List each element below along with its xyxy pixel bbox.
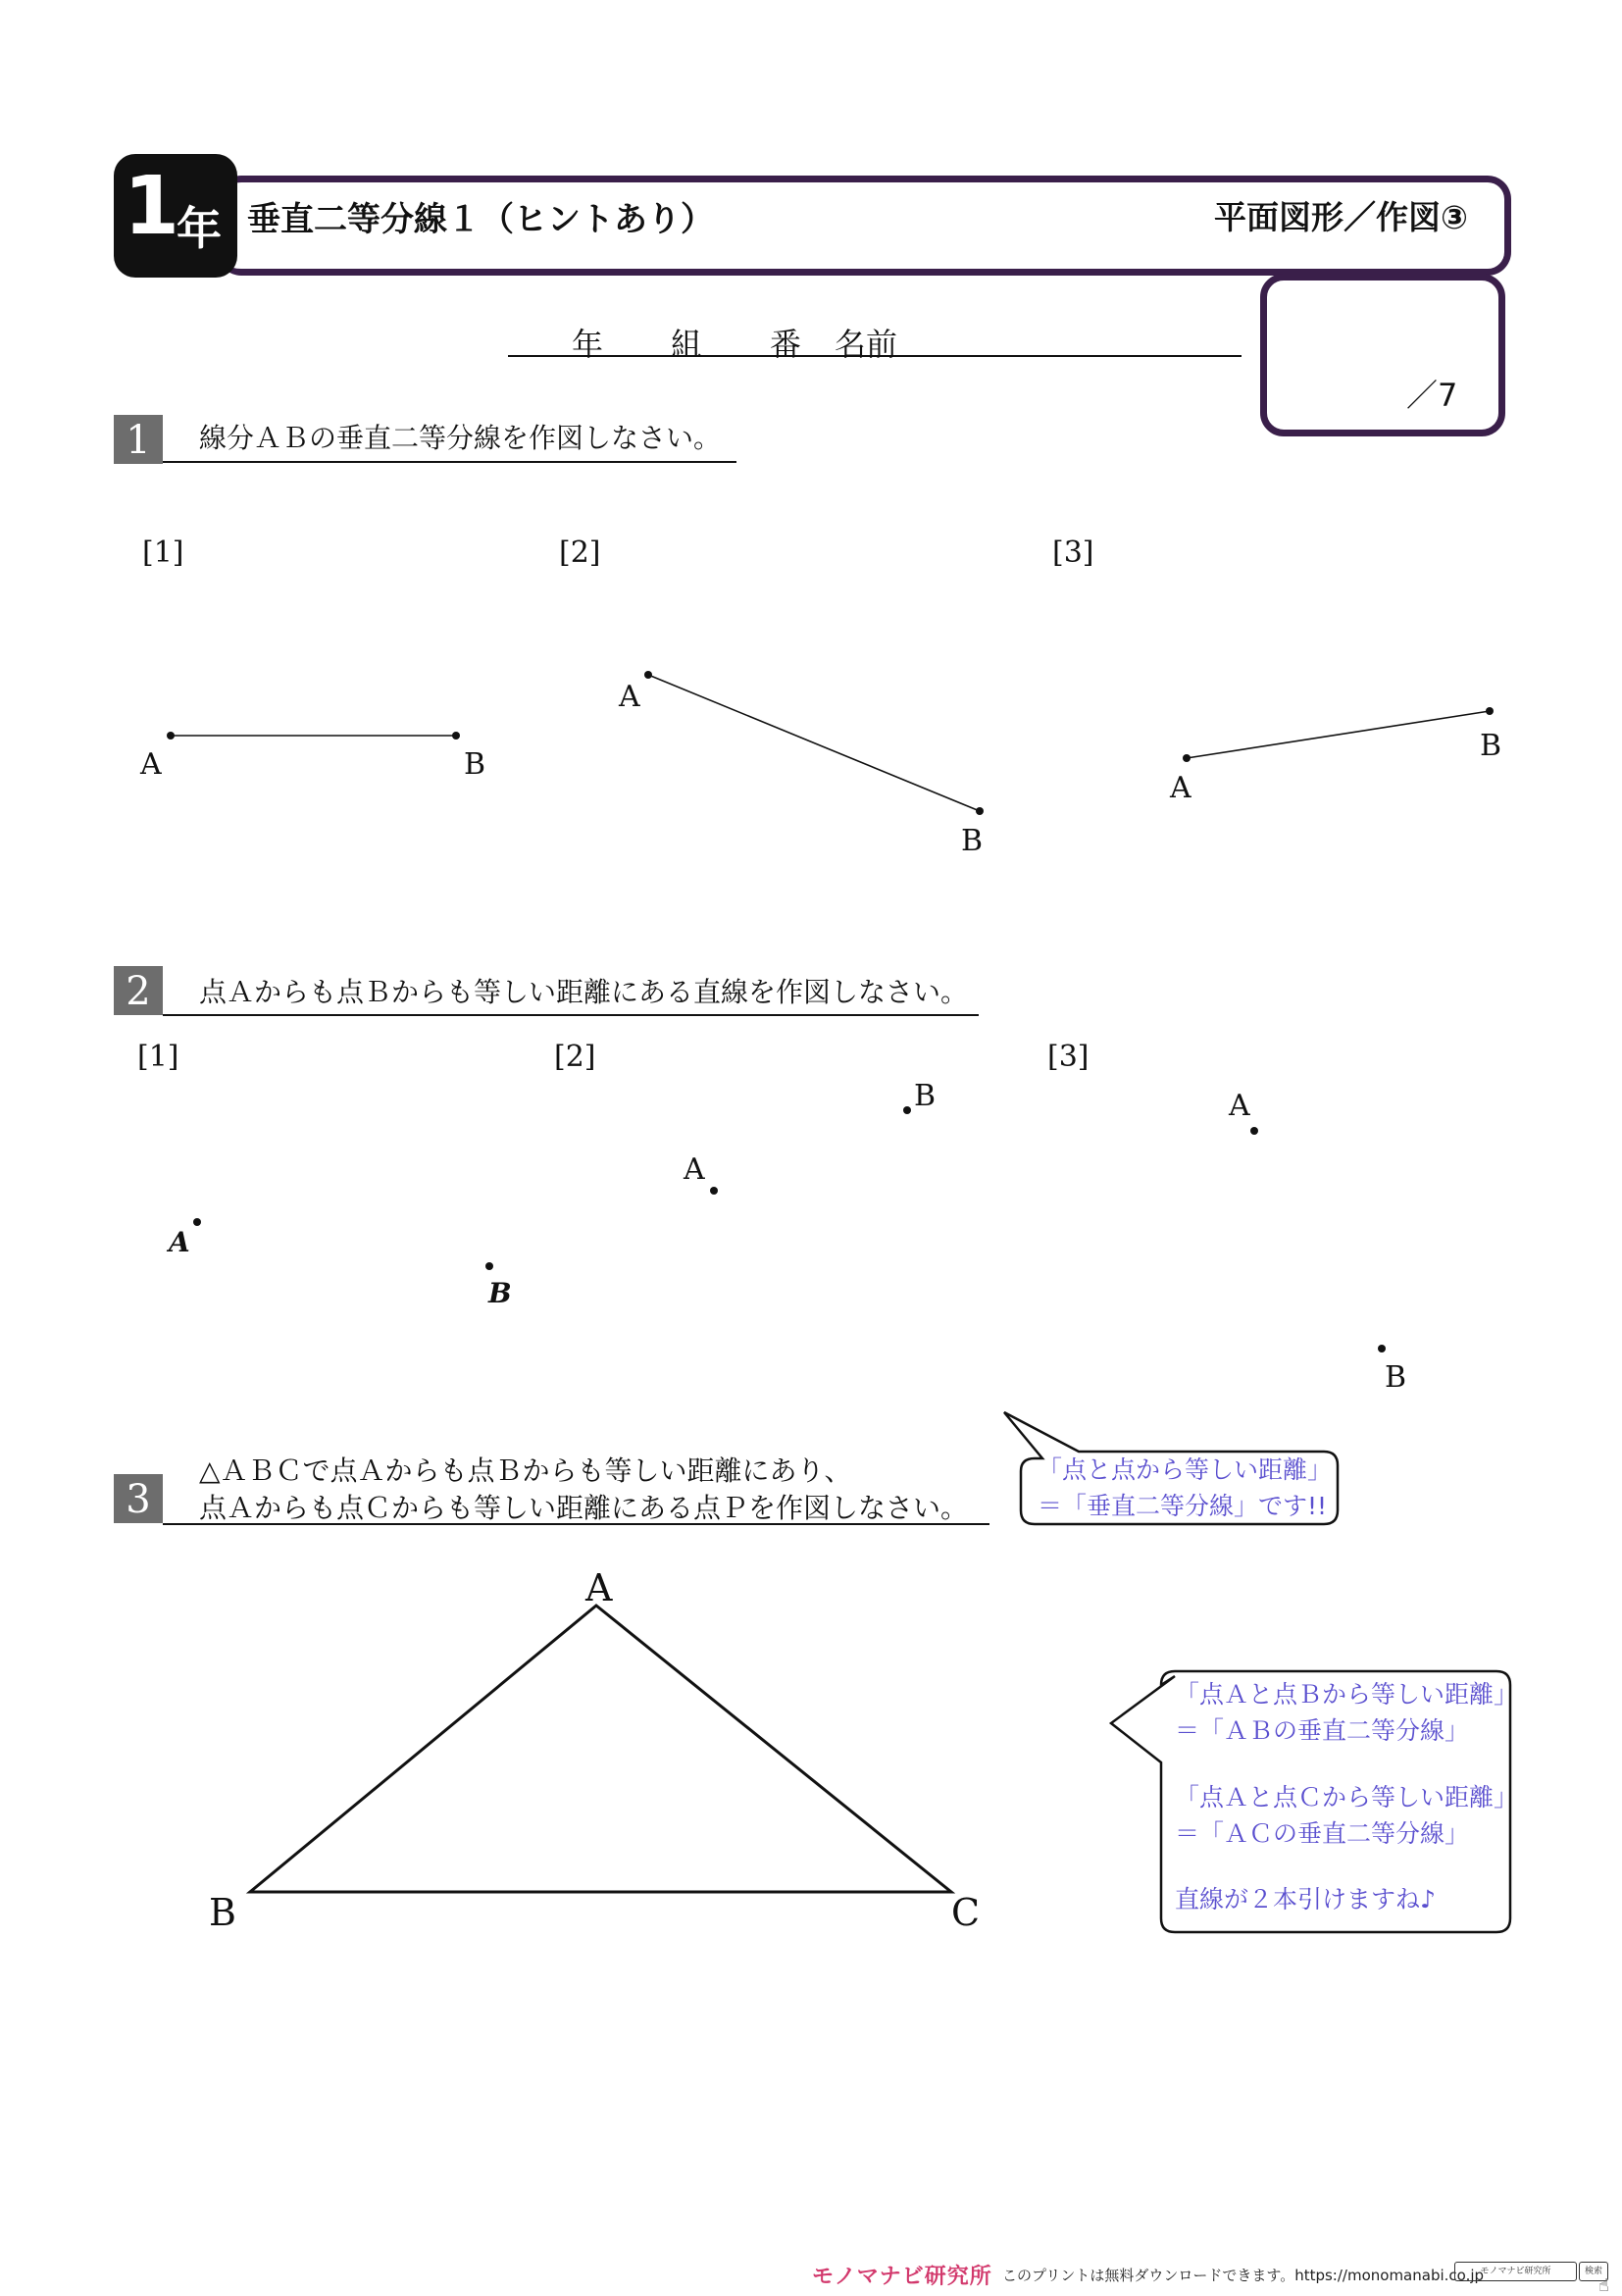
s2-2-point-b xyxy=(903,1106,911,1114)
hint-1-line-2: ＝「垂直二等分線」です!! xyxy=(1038,1492,1328,1520)
pointer-cursor-icon: ☝ xyxy=(1598,2275,1609,2296)
name-row-number: 番 xyxy=(770,326,802,363)
hint-2-line-5: 直線が２本引けますね♪ xyxy=(1175,1885,1436,1913)
name-row-class: 組 xyxy=(671,326,703,363)
s1-2-label-a: A xyxy=(619,680,640,714)
hint-2-line-3: 「点Ａと点Ｃから等しい距離」 xyxy=(1175,1783,1519,1811)
s2-1-label-a: A xyxy=(169,1226,190,1258)
footer-logo[interactable]: モノマナビ研究所 xyxy=(812,2265,992,2289)
s2-3-point-a xyxy=(1250,1127,1258,1135)
hint-2-line-2: ＝「ＡＢの垂直二等分線」 xyxy=(1175,1716,1470,1745)
section-3-badge: 3 xyxy=(114,1474,163,1523)
triangle-label-a: A xyxy=(585,1566,613,1609)
footer-search-button[interactable]: 検索 xyxy=(1579,2262,1608,2281)
s1-label-1: [1] xyxy=(142,536,184,570)
grade-number: 1 xyxy=(124,160,180,253)
footer-search-input[interactable]: モノマナビ研究所 xyxy=(1454,2262,1577,2281)
name-row-year: 年 xyxy=(572,326,604,363)
section-3-instruction-2: 点Ａからも点Ｃからも等しい距離にある点Ｐを作図しなさい。 xyxy=(199,1492,969,1524)
triangle-label-b: B xyxy=(209,1891,236,1934)
s1-2-label-b: B xyxy=(961,824,984,858)
s1-1-label-a: A xyxy=(140,747,162,782)
s2-label-3: [3] xyxy=(1047,1040,1090,1074)
section-1-instruction: 線分ＡＢの垂直二等分線を作図しなさい。 xyxy=(199,422,722,454)
score-total: ／7 xyxy=(1406,377,1458,414)
s1-segment-2 xyxy=(644,671,984,815)
s2-3-point-b xyxy=(1378,1345,1386,1352)
section-3-underline xyxy=(163,1523,989,1525)
s2-1-point-a xyxy=(193,1218,201,1226)
section-2-badge: 2 xyxy=(114,966,163,1015)
s1-segment-3 xyxy=(1183,707,1494,762)
section-3-instruction-1: △ＡＢＣで点Ａからも点Ｂからも等しい距離にあり、 xyxy=(199,1454,852,1487)
s1-label-3: [3] xyxy=(1052,536,1094,570)
section-2-instruction: 点Ａからも点Ｂからも等しい距離にある直線を作図しなさい。 xyxy=(199,976,969,1008)
hint-2-line-1: 「点Ａと点Ｂから等しい距離」 xyxy=(1175,1680,1519,1709)
hint-1-line-1: 「点と点から等しい距離」 xyxy=(1038,1455,1333,1484)
worksheet-title: 垂直二等分線１（ヒントあり） xyxy=(247,200,714,239)
footer-download-note: このプリントは無料ダウンロードできます。https://monomanabi.co.jp xyxy=(1002,2267,1485,2284)
triangle-abc xyxy=(250,1606,951,1892)
s2-1-point-b xyxy=(485,1262,493,1270)
s1-segment-1 xyxy=(167,732,460,740)
hint-2-line-4: ＝「ＡＣの垂直二等分線」 xyxy=(1175,1819,1470,1848)
s1-3-label-a: A xyxy=(1170,771,1191,805)
s2-2-point-a xyxy=(710,1187,718,1195)
name-row-name: 名前 xyxy=(835,326,898,363)
s2-3-label-b: B xyxy=(1385,1360,1407,1395)
s2-label-1: [1] xyxy=(137,1040,179,1074)
s2-3-label-a: A xyxy=(1229,1089,1250,1123)
grade-kanji: 年 xyxy=(177,202,222,255)
section-1-badge: 1 xyxy=(114,415,163,464)
s2-label-2: [2] xyxy=(554,1040,596,1074)
s2-2-label-b: B xyxy=(914,1079,937,1113)
s2-2-label-a: A xyxy=(684,1152,705,1187)
s1-1-label-b: B xyxy=(464,747,486,782)
section-2-underline xyxy=(163,1014,979,1016)
triangle-label-c: C xyxy=(951,1891,981,1934)
s1-label-2: [2] xyxy=(559,536,601,570)
s1-3-label-b: B xyxy=(1480,729,1502,763)
worksheet-subtitle: 平面図形／作図③ xyxy=(1214,198,1468,236)
s2-1-label-b: B xyxy=(488,1277,512,1309)
